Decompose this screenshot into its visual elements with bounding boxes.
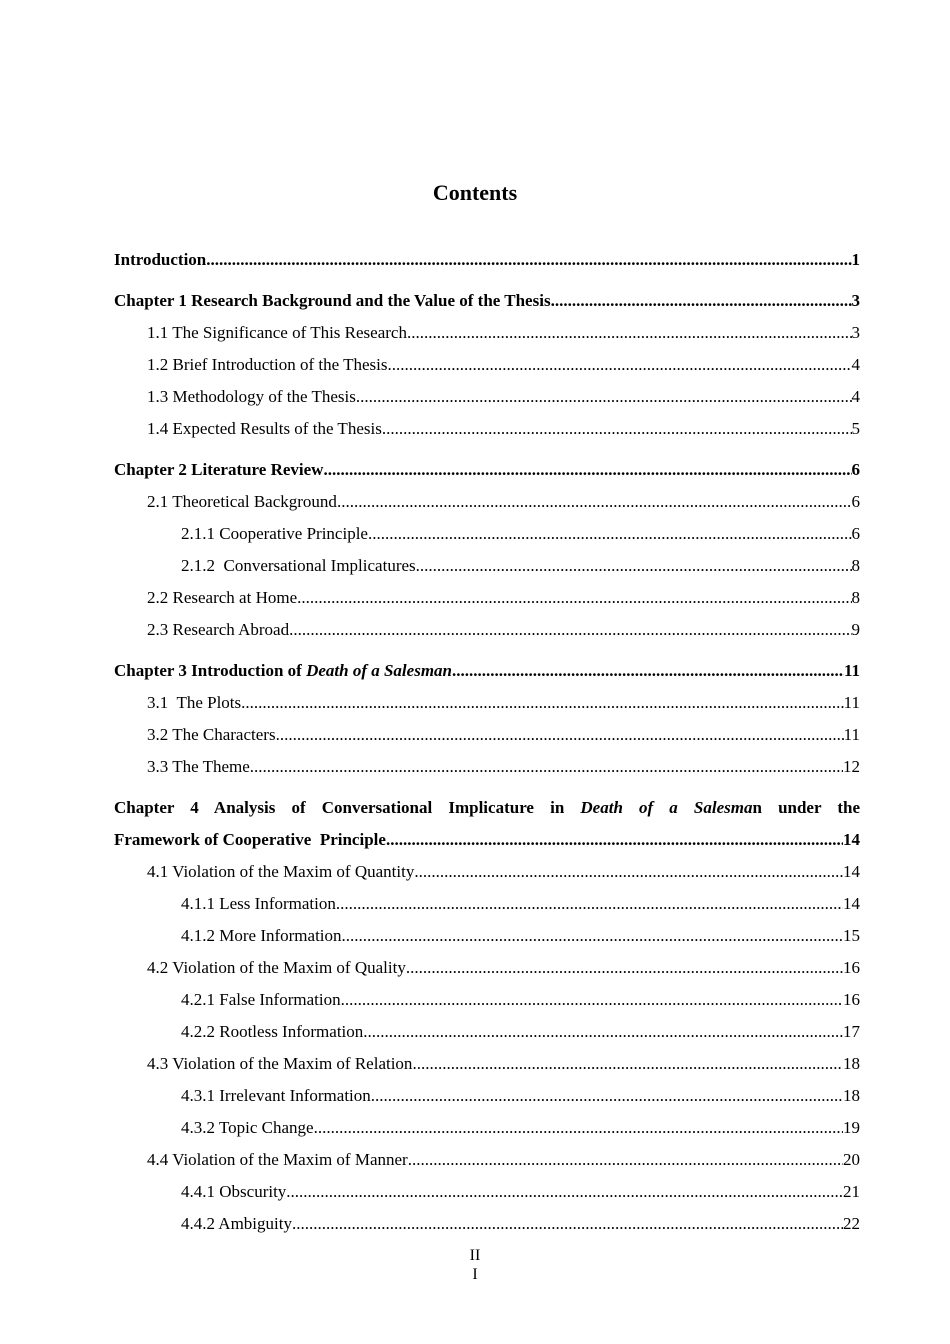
toc-leader-dots — [408, 1144, 843, 1176]
toc-label: Chapter 1 Research Background and the Value of the Thesis — [114, 291, 551, 310]
toc-entry-4-3-2[interactable] — [114, 1112, 860, 1144]
toc-entry-3-3[interactable] — [114, 751, 860, 783]
toc-label: 3.3 The Theme — [147, 757, 250, 776]
toc-entry-4-2-2[interactable] — [114, 1016, 860, 1048]
toc-leader-dots — [206, 244, 851, 276]
toc-leader-dots — [323, 454, 851, 486]
toc-label: 4.1.1 Less Information — [181, 894, 336, 913]
toc-page-number: 11 — [843, 661, 860, 680]
toc-leader-dots — [363, 1016, 843, 1048]
toc-entry-chapter-4-line-2[interactable] — [114, 824, 860, 856]
toc-page-number: 18 — [843, 1054, 860, 1073]
toc-label: 1.2 Brief Introduction of the Thesis — [147, 355, 388, 374]
toc-leader-dots — [416, 550, 852, 582]
toc-page-number: 4 — [851, 355, 860, 374]
toc-page-number: 15 — [843, 926, 860, 945]
page-title: Contents — [432, 180, 518, 205]
toc-label: 4.2.1 False Information — [181, 990, 341, 1009]
toc-label: 1.1 The Significance of This Research — [147, 323, 407, 342]
table-of-contents — [114, 244, 860, 1240]
toc-leader-dots — [356, 381, 852, 413]
toc-leader-dots — [241, 687, 843, 719]
toc-label: 2.3 Research Abroad — [147, 620, 290, 639]
page-number-line-1: II — [469, 1247, 481, 1264]
toc-label: 4.1.2 More Information — [181, 926, 342, 945]
page-number-line-2: I — [472, 1266, 478, 1283]
toc-leader-dots — [336, 888, 843, 920]
toc-leader-dots — [386, 824, 843, 856]
toc-label-prefix: Chapter 3 Introduction of — [114, 661, 307, 680]
toc-label: Introduction — [114, 250, 207, 269]
toc-leader-dots — [341, 984, 843, 1016]
toc-page-number: 8 — [851, 556, 860, 575]
toc-entry-chapter-1[interactable] — [114, 285, 860, 317]
toc-leader-dots — [337, 486, 852, 518]
toc-entry-4-3-1[interactable] — [114, 1080, 860, 1112]
toc-leader-dots — [414, 856, 843, 888]
toc-entry-introduction[interactable] — [114, 244, 860, 276]
toc-page-number: 14 — [843, 830, 860, 849]
toc-entry-2-2[interactable] — [114, 582, 860, 614]
toc-entry-4-2[interactable] — [114, 952, 860, 984]
toc-label: 4.2 Violation of the Maxim of Quality — [147, 958, 406, 977]
page-number-footer — [0, 1246, 950, 1284]
toc-label-italic-title: Death of a Salesman — [306, 661, 452, 680]
toc-page-number: 6 — [851, 460, 860, 479]
toc-label-suffix: n under the — [752, 798, 861, 817]
toc-entry-1-4[interactable] — [114, 413, 860, 445]
toc-leader-dots — [286, 1176, 843, 1208]
toc-page-number: 9 — [851, 620, 860, 639]
toc-leader-dots — [387, 349, 851, 381]
toc-label: 4.3.2 Topic Change — [181, 1118, 314, 1137]
toc-entry-chapter-3[interactable] — [114, 655, 860, 687]
toc-label: 4.3 Violation of the Maxim of Relation — [147, 1054, 413, 1073]
toc-page-number: 3 — [851, 323, 860, 342]
toc-label: Framework of Cooperative Principle — [114, 830, 386, 849]
toc-label: 4.4 Violation of the Maxim of Manner — [147, 1150, 408, 1169]
toc-page-number: 3 — [851, 291, 860, 310]
toc-leader-dots — [371, 1080, 843, 1112]
toc-entry-1-2[interactable] — [114, 349, 860, 381]
toc-label: 3.2 The Characters — [147, 725, 276, 744]
toc-page-number: 6 — [851, 524, 860, 543]
toc-leader-dots — [551, 285, 852, 317]
toc-label: 2.1.1 Cooperative Principle — [181, 524, 368, 543]
toc-leader-dots — [250, 751, 843, 783]
toc-leader-dots — [276, 719, 844, 751]
toc-entry-3-2[interactable] — [114, 719, 860, 751]
toc-entry-2-1-2[interactable] — [114, 550, 860, 582]
toc-label — [114, 655, 452, 687]
toc-leader-dots — [406, 952, 843, 984]
toc-entry-4-4[interactable] — [114, 1144, 860, 1176]
toc-page-number: 14 — [843, 862, 860, 881]
toc-page-number: 19 — [843, 1118, 860, 1137]
toc-entry-3-1[interactable] — [114, 687, 860, 719]
toc-label: 4.3.1 Irrelevant Information — [181, 1086, 371, 1105]
toc-label: 2.1 Theoretical Background — [147, 492, 337, 511]
toc-entry-chapter-2[interactable] — [114, 454, 860, 486]
toc-entry-2-1-1[interactable] — [114, 518, 860, 550]
toc-page-number: 1 — [851, 250, 860, 269]
toc-label: Chapter 2 Literature Review — [114, 460, 324, 479]
toc-label: 4.4.2 Ambiguity — [181, 1214, 292, 1233]
toc-leader-dots — [452, 655, 844, 687]
toc-label-italic-title: Death of a Salesma — [580, 798, 753, 817]
toc-leader-dots — [368, 518, 852, 550]
toc-page-number: 22 — [843, 1214, 860, 1233]
toc-entry-1-3[interactable] — [114, 381, 860, 413]
toc-leader-dots — [292, 1208, 843, 1240]
toc-page-number: 6 — [851, 492, 860, 511]
toc-entry-2-3[interactable] — [114, 614, 860, 646]
toc-page-number: 12 — [843, 757, 860, 776]
toc-leader-dots — [412, 1048, 843, 1080]
toc-leader-dots — [289, 614, 851, 646]
toc-leader-dots — [382, 413, 852, 445]
toc-entry-4-2-1[interactable] — [114, 984, 860, 1016]
toc-leader-dots — [342, 920, 843, 952]
toc-entry-4-4-2[interactable] — [114, 1208, 860, 1240]
toc-page-number: 8 — [851, 588, 860, 607]
toc-page-number: 18 — [843, 1086, 860, 1105]
toc-page-number: 16 — [843, 990, 860, 1009]
toc-page-number: 17 — [843, 1022, 860, 1041]
toc-page-number: 14 — [843, 894, 860, 913]
toc-leader-dots — [314, 1112, 843, 1144]
toc-label: 4.1 Violation of the Maxim of Quantity — [147, 862, 415, 881]
toc-entry-1-1[interactable] — [114, 317, 860, 349]
toc-entry-4-3[interactable] — [114, 1048, 860, 1080]
toc-entry-4-1-1[interactable] — [114, 888, 860, 920]
toc-page-number: 5 — [851, 419, 860, 438]
toc-label: 1.3 Methodology of the Thesis — [147, 387, 356, 406]
toc-entry-4-1[interactable] — [114, 856, 860, 888]
toc-label: 2.2 Research at Home — [147, 588, 298, 607]
toc-entry-4-1-2[interactable] — [114, 920, 860, 952]
toc-entry-chapter-4-line-1[interactable] — [114, 792, 860, 824]
toc-page-number: 11 — [843, 693, 860, 712]
toc-leader-dots — [297, 582, 851, 614]
toc-page-number: 20 — [843, 1150, 860, 1169]
toc-page-number: 11 — [843, 725, 860, 744]
toc-leader-dots — [407, 317, 852, 349]
toc-page-number: 4 — [851, 387, 860, 406]
toc-label: 4.4.1 Obscurity — [181, 1182, 287, 1201]
toc-page-number: 21 — [843, 1182, 860, 1201]
toc-label: 1.4 Expected Results of the Thesis — [147, 419, 382, 438]
toc-label: 2.1.2 Conversational Implicatures — [181, 556, 416, 575]
toc-label: 3.1 The Plots — [147, 693, 242, 712]
toc-page-number: 16 — [843, 958, 860, 977]
toc-entry-4-4-1[interactable] — [114, 1176, 860, 1208]
toc-entry-2-1[interactable] — [114, 486, 860, 518]
toc-label-prefix: Chapter 4 Analysis of Conversational Implicature in — [114, 798, 581, 817]
toc-label: 4.2.2 Rootless Information — [181, 1022, 364, 1041]
